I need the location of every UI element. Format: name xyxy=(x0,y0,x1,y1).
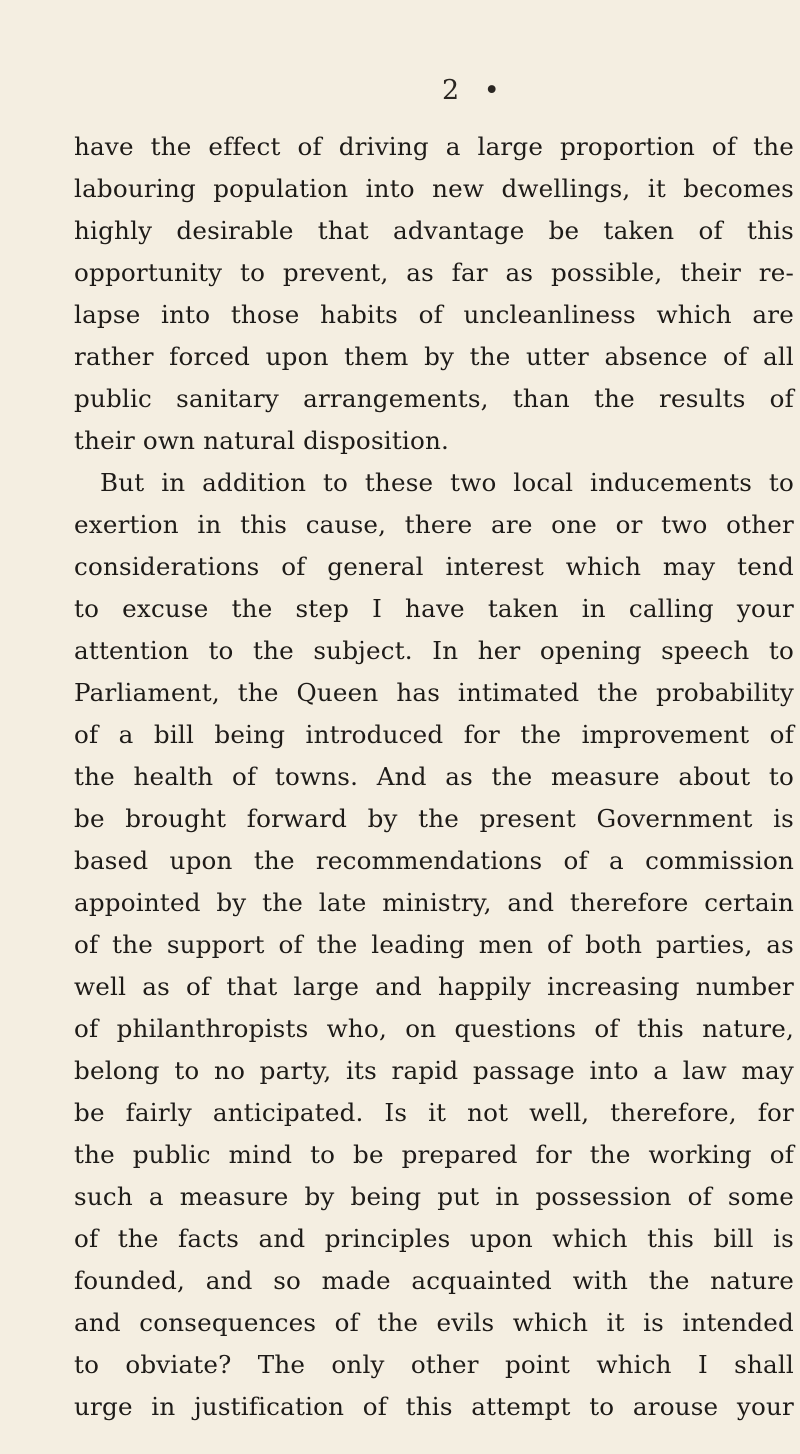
text-line: the public mind to be prepared for the working of xyxy=(74,1140,794,1169)
text-line: opportunity to prevent, as far as possible, their re- xyxy=(74,258,794,287)
page-number xyxy=(442,76,508,106)
text-line: labouring population into new dwellings, it becomes xyxy=(74,174,794,203)
text-line: founded, and so made acquainted with the nature xyxy=(74,1266,794,1295)
paragraph-1 xyxy=(74,126,794,462)
text-line: be fairly anticipated. Is it not well, therefore, for xyxy=(74,1098,794,1127)
text-line: be brought forward by the present Government is xyxy=(74,804,794,833)
text-line: based upon the recommendations of a commission xyxy=(74,846,794,875)
page-marker-dot: • xyxy=(483,75,508,106)
text-line: belong to no party, its rapid passage into a law may xyxy=(74,1056,794,1085)
text-line: of the support of the leading men of both parties, as xyxy=(74,930,794,959)
text-line: their own natural disposition. xyxy=(74,426,450,455)
text-line: the health of towns. And as the measure about to xyxy=(74,762,794,791)
text-line: attention to the subject. In her opening speech to xyxy=(74,636,794,665)
text-line: of philanthropists who, on questions of this nature, xyxy=(74,1014,794,1043)
text-line: to obviate? The only other point which I shall xyxy=(74,1350,794,1379)
body-text xyxy=(74,126,794,1428)
text-line: to excuse the step I have taken in calling your xyxy=(74,594,794,623)
page-number-value: 2 xyxy=(442,75,468,106)
text-line: But in addition to these two local inducements to xyxy=(100,468,794,497)
text-line: exertion in this cause, there are one or two other xyxy=(74,510,794,539)
text-line: considerations of general interest which may tend xyxy=(74,552,794,581)
paragraph-2 xyxy=(74,462,794,1428)
text-line: lapse into those habits of uncleanliness which are xyxy=(74,300,794,329)
text-line: public sanitary arrangements, than the results of xyxy=(74,384,794,413)
text-line: urge in justification of this attempt to arouse your xyxy=(74,1392,794,1421)
text-line: appointed by the late ministry, and therefore certain xyxy=(74,888,794,917)
text-line: such a measure by being put in possession of some xyxy=(74,1182,794,1211)
text-line: Parliament, the Queen has intimated the probability xyxy=(74,678,794,707)
text-line: of a bill being introduced for the improvement of xyxy=(74,720,794,749)
text-line: rather forced upon them by the utter absence of all xyxy=(74,342,794,371)
text-line: and consequences of the evils which it is intended xyxy=(74,1308,794,1337)
text-line: have the effect of driving a large proportion of the xyxy=(74,132,794,161)
text-line: well as of that large and happily increasing number xyxy=(74,972,794,1001)
text-line: highly desirable that advantage be taken of this xyxy=(74,216,794,245)
text-line: of the facts and principles upon which this bill is xyxy=(74,1224,794,1253)
